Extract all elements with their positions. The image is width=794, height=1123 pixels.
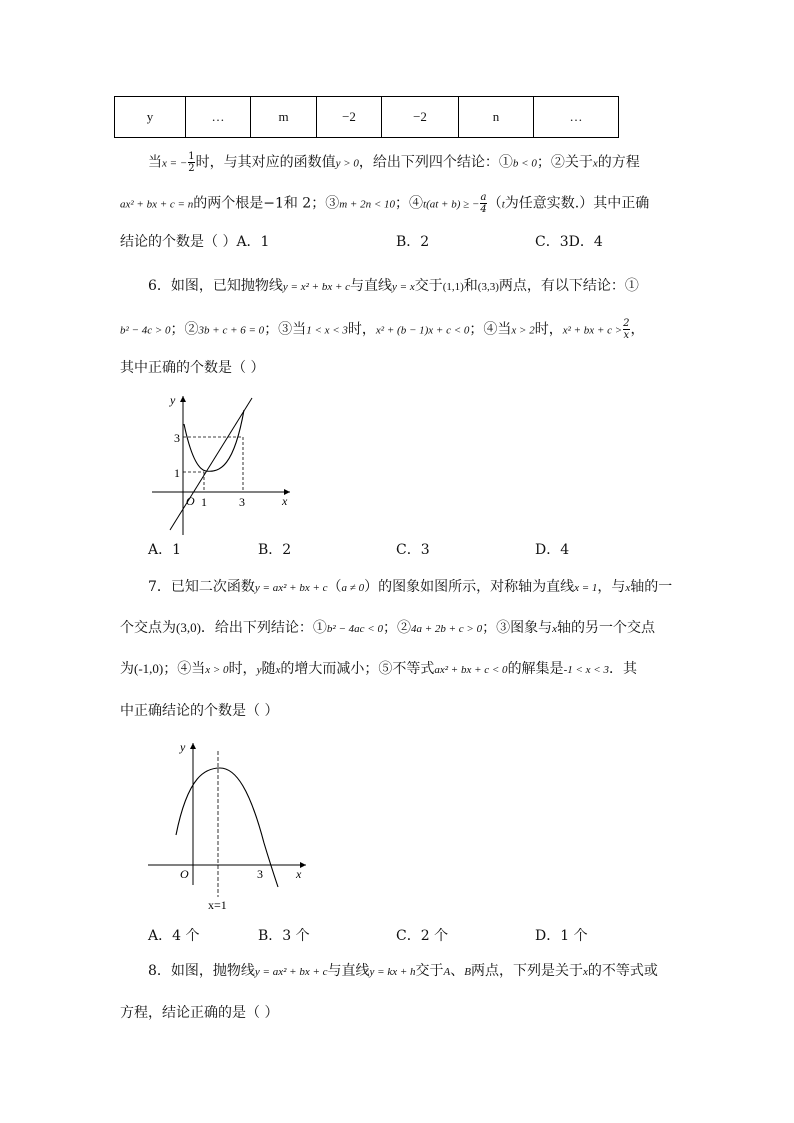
text: （ [487, 195, 502, 212]
text: 、 [450, 963, 465, 979]
numerator: 1 [188, 151, 195, 162]
tick-label-3: 3 [239, 495, 245, 509]
q7-option-c: C．2 个 [396, 928, 449, 944]
denominator: 4 [480, 204, 487, 215]
math: b² − 4ac < 0 [326, 623, 383, 635]
q5-option-b: B．2 [396, 234, 430, 250]
text: ；④当 [163, 661, 206, 677]
text: 7．已知二次函数 [148, 579, 255, 595]
q6-line-1 [148, 277, 639, 296]
text: ， [630, 321, 645, 338]
denominator: x [623, 330, 630, 341]
text: 的不等式或 [587, 963, 658, 979]
text: ）的图象如图所示，对称轴为直线 [364, 579, 575, 595]
fraction [480, 192, 486, 215]
table-cell: n [459, 97, 534, 138]
x-label: x [282, 494, 288, 508]
origin-label: O [180, 867, 189, 881]
text: 轴的另一个交点 [557, 620, 655, 636]
math: x [592, 157, 598, 170]
text: 交于 [414, 278, 443, 294]
q7-line-4: 中正确结论的个数是（ ） [120, 703, 279, 719]
text: 和 [463, 278, 478, 294]
tick-label-1: 1 [201, 495, 207, 509]
q6-option-d: D．4 [535, 542, 570, 558]
tick-label-3: 3 [257, 867, 263, 881]
math: t(at + b) ≥ − [423, 198, 480, 211]
math: x [625, 582, 631, 594]
value-label-1: 1 [174, 466, 180, 480]
text: 的解集是 [507, 661, 564, 677]
symmetry-axis-label: x=1 [208, 898, 227, 912]
text: ；② [170, 321, 199, 338]
value-label-3: 3 [174, 431, 180, 445]
text: 轴的一 [630, 579, 673, 595]
table-row [115, 97, 619, 138]
y-label: y [180, 740, 186, 754]
table-cell: … [534, 97, 619, 138]
math: b < 0 [512, 157, 537, 170]
table-cell: y [115, 97, 186, 138]
fraction [623, 318, 629, 341]
math: x [275, 664, 281, 676]
math: 1 < x < 3 [306, 324, 348, 337]
math: b² − 4c > 0 [120, 324, 171, 337]
math: y = x² + bx + c [282, 281, 351, 293]
text: 的增大而减小；⑤不等式 [280, 661, 435, 677]
math: x = − [162, 157, 188, 170]
math: x > 0 [205, 664, 229, 676]
math: 4a + 2b + c > 0 [410, 623, 483, 635]
text: 两点，下列是关于 [471, 963, 583, 979]
math: y = ax² + bx + c [254, 582, 328, 594]
q6-option-a: A．1 [148, 542, 182, 558]
math: ax² + bx + c < 0 [434, 664, 508, 676]
text: ；④当 [469, 321, 512, 338]
math: (3,3) [477, 281, 499, 293]
text: ．其 [608, 661, 637, 677]
math: x² + bx + c > [562, 324, 623, 337]
text: 结论的个数是（ ）A．1 [120, 234, 270, 250]
q6-graph [140, 390, 300, 540]
math: (3,0) [176, 620, 201, 635]
text: 为 [120, 661, 134, 677]
line-y-equals-x [170, 398, 252, 530]
math: x² + (b − 1)x + c < 0 [375, 324, 470, 337]
math: y = ax² + bx + c [254, 966, 328, 978]
fraction [188, 151, 194, 174]
q6-option-b: B．2 [258, 542, 292, 558]
text: ；④ [395, 195, 424, 212]
text: 时， [228, 661, 257, 677]
text: ；②关于 [536, 154, 593, 171]
math: B [464, 966, 471, 978]
numerator: a [480, 192, 487, 203]
q5-line-1 [148, 151, 640, 174]
text: 8．如图，抛物线 [148, 963, 255, 979]
origin-label: O [186, 494, 195, 508]
table-cell: −2 [382, 97, 459, 138]
q7-option-d: D．1 个 [535, 928, 588, 944]
math: y > 0 [335, 157, 359, 170]
math: ax² + bx + c = n [120, 198, 194, 211]
math: (1,1) [442, 281, 464, 293]
text: 交于 [415, 963, 444, 979]
text: ，与 [597, 579, 626, 595]
q6-option-c: C．3 [396, 542, 430, 558]
math: m + 2n < 10 [339, 198, 396, 211]
parabola-curve [184, 410, 244, 471]
text: 6．如图，已知抛物线 [148, 278, 283, 294]
text: ，给出下列四个结论：① [358, 154, 513, 171]
math: x = 1 [574, 582, 598, 594]
q5-option-cd: C．3D．4 [535, 234, 603, 250]
q7-option-b: B．3 个 [258, 928, 310, 944]
q7-option-a: A．4 个 [148, 928, 200, 944]
math: y [256, 664, 262, 676]
text: 为任意实数.）其中正确 [504, 195, 650, 212]
q6-line-3: 其中正确的个数是（ ） [120, 360, 265, 376]
q8-line-1 [148, 962, 658, 981]
text: 的两个根是−1和 2；③ [193, 195, 340, 212]
text: ；③图象与 [482, 620, 553, 636]
math: A [443, 966, 451, 978]
math: y = x [392, 281, 415, 293]
text: 与直线 [350, 278, 393, 294]
text: ．给出下列结论：① [200, 620, 327, 636]
text: 个交点为 [120, 620, 176, 636]
y-axis-arrow [190, 743, 196, 749]
q7-line-1 [148, 578, 672, 597]
math: x [552, 623, 557, 635]
q5-line-3 [120, 233, 269, 251]
denominator: 2 [188, 163, 195, 174]
text: ；② [382, 620, 411, 636]
q5-line-2 [120, 192, 649, 215]
text: 时， [347, 321, 376, 338]
table-cell: m [251, 97, 317, 138]
table-cell: … [186, 97, 251, 138]
q7-graph [140, 735, 320, 915]
table-cell: −2 [317, 97, 382, 138]
math: t [501, 198, 505, 211]
numerator: 2 [623, 318, 630, 329]
text: 与直线 [327, 963, 370, 979]
math: x [583, 966, 588, 978]
q7-line-2 [120, 619, 655, 638]
math: 3b + c + 6 = 0 [198, 324, 265, 337]
text: 时，与其对应的函数值 [195, 154, 336, 171]
q6-line-2 [120, 318, 645, 341]
y-axis-arrow [180, 396, 186, 402]
text: 两点，有以下结论：① [498, 278, 639, 294]
x-label: x [296, 867, 302, 881]
text: 随 [261, 661, 276, 677]
text: 时， [534, 321, 563, 338]
y-label: y [170, 393, 176, 407]
text: 的方程 [597, 154, 640, 171]
math: y = kx + h [369, 966, 416, 978]
text: （ [327, 579, 342, 595]
math: x > 2 [511, 324, 535, 337]
text: 当 [148, 154, 162, 171]
value-table [114, 96, 619, 138]
q7-line-3 [120, 660, 637, 679]
math: -1 < x < 3 [563, 664, 609, 676]
math: a ≠ 0 [341, 582, 365, 594]
text: ；③当 [264, 321, 307, 338]
q8-line-2: 方程，结论正确的是（ ） [120, 1005, 279, 1021]
math: (-1,0) [134, 661, 164, 676]
